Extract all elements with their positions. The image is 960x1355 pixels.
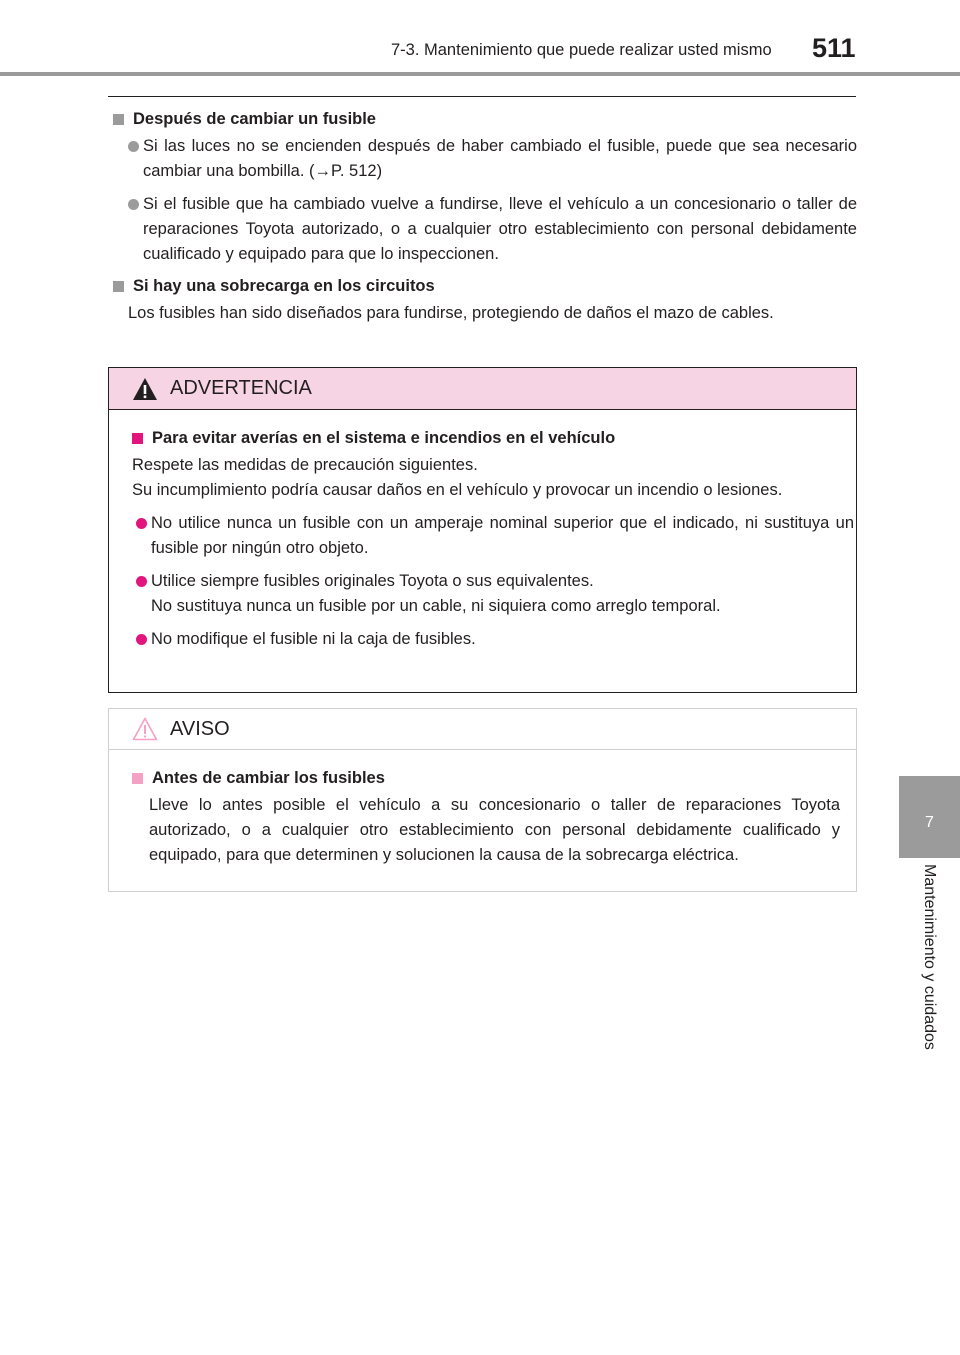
round-bullet-icon xyxy=(136,634,147,645)
section-heading xyxy=(111,108,857,130)
notice-title: AVISO xyxy=(170,717,230,740)
notice-text: Lleve lo antes posible el vehículo a su concesionario o taller de reparaciones Toyota autorizado, o a cualquier otro establecimiento con personal debidamente cualificado y equipado, para que determinen y solucionen la causa de la sobrecarga eléctrica. xyxy=(149,796,840,864)
page-number: 511 xyxy=(812,33,856,63)
heading-text: Si hay una sobrecarga en los circuitos xyxy=(133,277,435,295)
warning-triangle-icon xyxy=(132,377,158,401)
header-rule xyxy=(0,72,960,76)
round-bullet-icon xyxy=(136,518,147,529)
square-bullet-icon xyxy=(113,114,124,125)
section-circuit-overload xyxy=(111,275,857,326)
caution-triangle-icon xyxy=(132,717,158,741)
section-text: Los fusibles han sido diseñados para fundirse, protegiendo de daños el mazo de cables. xyxy=(128,304,774,322)
list-item: Si las luces no se encienden después de haber cambiado el fusible, puede que sea necesario cambiar una bombilla. (→P. 512) xyxy=(111,134,857,184)
chapter-title: Mantenimiento y cuidados xyxy=(921,864,938,1050)
list-item: No modifique el fusible ni la caja de fusibles. xyxy=(119,627,854,652)
running-header: 7-3. Mantenimiento que puede realizar usted mismo xyxy=(391,41,772,59)
warning-header xyxy=(109,368,856,410)
list-item: Utilice siempre fusibles originales Toyota o sus equivalentes. No sustituya nunca un fusible por un cable, ni siquiera como arreglo temporal. xyxy=(119,569,854,619)
content-top-rule xyxy=(108,96,856,97)
warning-intro: Respete las medidas de precaución siguientes. Su incumplimiento podría causar daños en el vehículo y provocar un incendio o lesiones. xyxy=(132,456,783,499)
warning-title: ADVERTENCIA xyxy=(170,377,312,399)
notice-header xyxy=(109,709,856,750)
notice-heading: Antes de cambiar los fusibles xyxy=(132,767,854,789)
square-bullet-icon xyxy=(132,773,143,784)
chapter-tab xyxy=(899,776,960,858)
round-bullet-icon xyxy=(136,576,147,587)
list-item: No utilice nunca un fusible con un amperaje nominal superior que el indicado, ni sustituya un fusible por ningún otro objeto. xyxy=(119,511,854,561)
square-bullet-icon xyxy=(132,433,143,444)
warning-body xyxy=(109,410,856,652)
section-after-changing-fuse xyxy=(111,108,857,267)
warning-heading: Para evitar averías en el sistema e incendios en el vehículo xyxy=(132,427,854,449)
list-item: Si el fusible que ha cambiado vuelve a fundirse, lleve el vehículo a un concesionario o taller de reparaciones Toyota autorizado, o a cualquier otro establecimiento con personal debidamente cualificado y equipado para que lo inspeccionen. xyxy=(111,192,857,267)
round-bullet-icon xyxy=(128,141,139,152)
notice-box xyxy=(108,708,857,892)
warning-box xyxy=(108,367,857,693)
heading-text: Después de cambiar un fusible xyxy=(133,110,376,128)
round-bullet-icon xyxy=(128,199,139,210)
chapter-number: 7 xyxy=(925,814,934,831)
square-bullet-icon xyxy=(113,281,124,292)
notice-body xyxy=(109,750,856,868)
section-heading xyxy=(111,275,857,297)
